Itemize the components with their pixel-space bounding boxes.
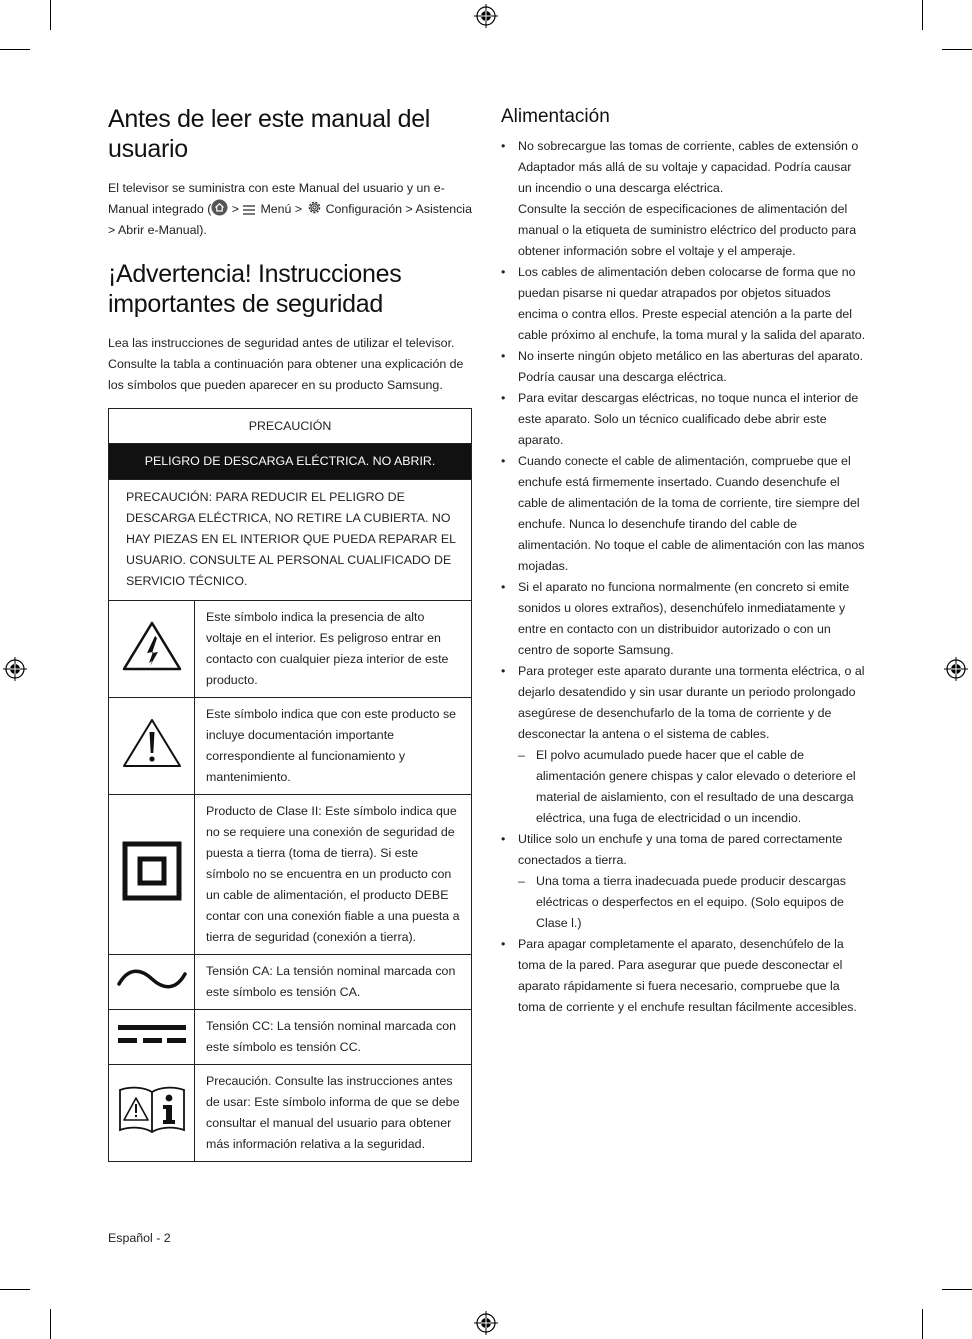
symbol-description: Este símbolo indica que con este producto se incluye documentación importante correspondiente al funcionamiento y mantenimiento. [195,698,472,795]
registration-mark-icon [3,657,27,681]
menu-icon [242,204,256,216]
list-item [501,346,867,388]
registration-mark-icon [944,657,968,681]
table-row [109,955,472,1010]
class-ii-double-square-icon [122,841,182,901]
table-row [109,601,472,698]
breadcrumb-separator: > [291,202,306,216]
sub-list-item: – El polvo acumulado puede hacer que el cable de alimentación genere chispas y calor elevado o deteriore el material de aislamiento, con el resultado de una descarga eléctrica, una fuga de electricidad o un incendio. [518,745,867,829]
power-bullet-list [501,136,867,1018]
table-row [109,698,472,795]
intro-text: El televisor se suministra con este Manual del usuario y un e-Manual integrado ( [108,181,445,216]
breadcrumb-separator: > [108,223,118,237]
registration-mark-icon [474,4,498,28]
warning-intro: Lea las instrucciones de seguridad antes de utilizar el televisor. Consulte la tabla a continuación para obtener una explicación de los símbolos que pueden aparecer en su producto Samsung. [108,336,464,392]
exclamation-triangle-icon [121,717,183,769]
list-item [501,451,867,577]
crop-mark [922,1309,923,1339]
list-item [501,262,867,346]
breadcrumb-abrir-emanual: Abrir e-Manual [118,223,200,237]
symbol-description: Este símbolo indica la presencia de alto voltaje en el interior. Es peligroso entrar en contacto con cualquier pieza interior de este producto. [195,601,472,698]
shock-warning-row: PELIGRO DE DESCARGA ELÉCTRICA. NO ABRIR. [109,444,472,480]
list-item [501,934,867,1018]
list-item [501,661,867,829]
list-item [501,388,867,451]
warning-title: ¡Advertencia! Instrucciones importantes de seguridad [108,260,402,318]
sub-list [518,745,867,829]
high-voltage-triangle-icon [121,620,183,672]
symbol-description: Producto de Clase II: Este símbolo indica que no se requiere una conexión de seguridad de puesta a tierra (toma de tierra). Si este símbolo no se encuentra en un producto con un cable de alimentación, el producto DEBE contar con una conexión fiable a una puesta a tierra de seguridad (conexión a tierra). [195,795,472,955]
crop-mark [942,49,972,50]
bullet-extra-text: Consulte la sección de especificaciones de alimentación del manual o la etiqueta de suministro eléctrico del producto para obtener información sobre el voltaje y el amperaje. [518,202,857,258]
symbol-description: Tensión CA: La tensión nominal marcada con este símbolo es tensión CA. [195,955,472,1010]
sub-list [518,871,867,934]
bullet-text: Utilice solo un enchufe y una toma de pared correctamente conectados a tierra. [518,832,843,867]
ac-voltage-wave-icon [116,966,188,992]
list-item [501,577,867,661]
bullet-text: No sobrecargue las tomas de corriente, cables de extensión o Adaptador más allá de su voltaje y capacidad. Podría causar un incendio o una descarga eléctrica. [518,139,859,195]
home-icon [211,199,228,216]
list-item [501,829,867,934]
manual-info-icon [116,1084,188,1136]
table-row [109,795,472,955]
caution-text: PRECAUCIÓN: PARA REDUCIR EL PELIGRO DE DESCARGA ELÉCTRICA, NO RETIRE LA CUBIERTA. NO HAY PIEZAS EN EL INTERIOR QUE PUEDA REPARAR EL USUARIO. CONSULTE AL PERSONAL CUALIFICADO DE SERVICIO TÉCNICO. [109,480,472,601]
crop-mark [50,1309,51,1339]
table-header: PRECAUCIÓN [109,409,472,444]
crop-mark [0,49,30,50]
section-title: Alimentación [501,106,610,127]
dc-voltage-icon [116,1021,188,1047]
page-title: Antes de leer este manual del usuario [108,105,431,163]
bullet-text: No inserte ningún objeto metálico en las aberturas del aparato. Podría causar una descarga eléctrica. [518,349,864,384]
intro-paragraph [108,178,472,241]
gear-icon [306,199,323,216]
table-row [109,1065,472,1162]
bullet-text: Para proteger este aparato durante una tormenta eléctrica, o al dejarlo desatendido y sin usar durante un periodo prolongado asegúrese de desenchufarlo de la toma de corriente y de desconectar la antena o el sistema de cables. [518,664,865,741]
page-footer: Español - 2 [108,1231,171,1245]
bullet-text: Cuando conecte el cable de alimentación, compruebe que el enchufe está firmemente insertado. Cuando desenchufe el cable de alimentación de la toma de corriente, tire siempre del enchufe. Nunca lo desenchufe tirando del cable de alimentación. No toque el cable de alimentación con las manos mojadas. [518,454,865,573]
crop-mark [922,0,923,30]
breadcrumb-separator: > [402,202,416,216]
bullet-text: Para apagar completamente el aparato, desenchúfelo de la toma de la pared. Para asegurar que puede desconectar el aparato rápidamente si fuera necesario, compruebe que la toma de corriente y el enchufe resultan fácilmente accesibles. [518,937,857,1014]
breadcrumb-separator: > [228,202,243,216]
list-item [501,136,867,262]
bullet-text: Si el aparato no funciona normalmente (en concreto si emite sonidos u olores extraños), desenchúfelo inmediatamente y entre en contacto con un distribuidor autorizado o con un centro de soporte Samsung. [518,580,850,657]
symbol-description: Tensión CC: La tensión nominal marcada con este símbolo es tensión CC. [195,1010,472,1065]
symbol-description: Precaución. Consulte las instrucciones antes de usar: Este símbolo informa de que se debe consultar el manual del usuario para obtener más información relativa a la seguridad. [195,1065,472,1162]
crop-mark [942,1289,972,1290]
left-column [108,104,472,1162]
crop-mark [0,1289,30,1290]
crop-mark [50,0,51,30]
bullet-text: Para evitar descargas eléctricas, no toque nunca el interior de este aparato. Solo un técnico cualificado debe abrir este aparato. [518,391,859,447]
breadcrumb-config: Configuración [325,202,403,216]
table-row [109,1010,472,1065]
registration-mark-icon [474,1311,498,1335]
intro-end: ). [199,223,207,237]
safety-symbols-table [108,408,472,1162]
sub-list-item: – Una toma a tierra inadecuada puede producir descargas eléctricas o desperfectos en el equipo. (Solo equipos de Clase l.) [518,871,867,934]
breadcrumb-asistencia: Asistencia [415,202,472,216]
bullet-text: Los cables de alimentación deben colocarse de forma que no puedan pisarse ni quedar atrapados por objetos situados encima o contra ellos. Preste especial atención a la parte del cable próximo al enchufe, la toma mural y la salida del aparato. [518,265,866,342]
breadcrumb-menu: Menú [260,202,292,216]
right-column [501,104,867,1018]
